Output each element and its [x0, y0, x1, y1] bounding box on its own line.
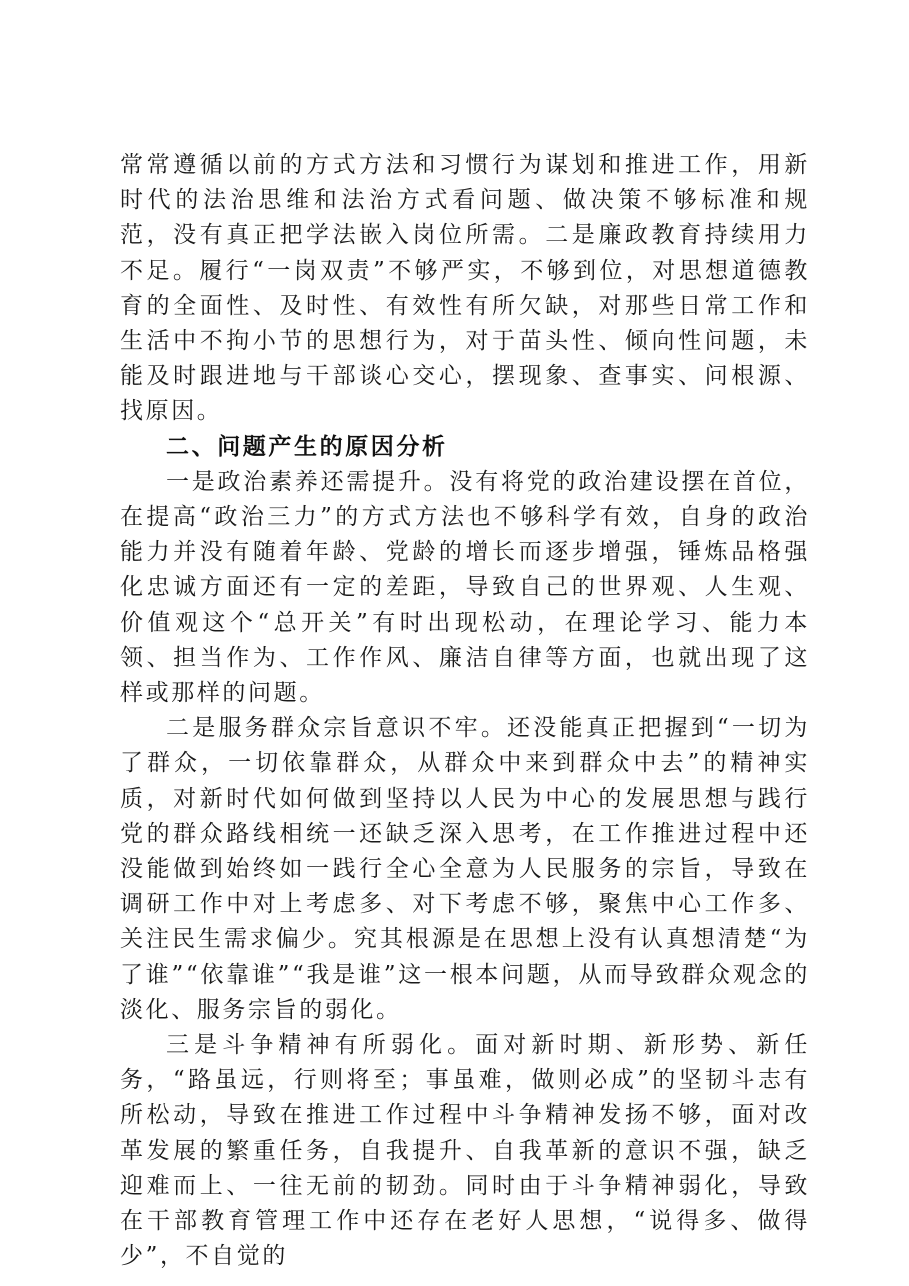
paragraph-political-literacy: 一是政治素养还需提升。没有将党的政治建设摆在首位，在提高“政治三力”的方式方法也不够科学有效，自身的政治能力并没有随着年龄、党龄的增长而逐步增强，锤炼品格强化忠诚方面还有一定的差距，导致自己的世界观、人生观、价值观这个“总开关”有时出现松动，在理论学习、能力本领、担当作为、工作作风、廉洁自律等方面，也就出现了这样或那样的问题。: [120, 468, 810, 707]
paragraph-service-awareness: 二是服务群众宗旨意识不牢。还没能真正把握到“一切为了群众，一切依靠群众，从群众中来到群众中去”的精神实质，对新时代如何做到坚持以人民为中心的发展思想与践行党的群众路线相统一还缺乏深入思考，在工作推进过程中还没能做到始终如一践行全心全意为人民服务的宗旨，导致在调研工作中对上考虑多、对下考虑不够，聚焦中心工作多、关注民生需求偏少。究其根源是在思想上没有认真想清楚“为了谁”“依靠谁”“我是谁”这一根本问题，从而导致群众观念的淡化、服务宗旨的弱化。: [120, 715, 810, 1023]
section-heading: 二、问题产生的原因分析: [166, 433, 448, 460]
document-body: [120, 148, 810, 1275]
paragraph-continuation: 常常遵循以前的方式方法和习惯行为谋划和推进工作，用新时代的法治思维和法治方式看问题、做决策不够标准和规范，没有真正把学法嵌入岗位所需。二是廉政教育持续用力不足。履行“一岗双责”不够严实，不够到位，对思想道德教育的全面性、及时性、有效性有所欠缺，对那些日常工作和生活中不拘小节的思想行为，对于苗头性、倾向性问题，未能及时跟进地与干部谈心交心，摆现象、查事实、问根源、找原因。: [120, 152, 810, 425]
paragraph-struggle-spirit: 三是斗争精神有所弱化。面对新时期、新形势、新任务，“路虽远，行则将至；事虽难，做则必成”的坚韧斗志有所松动，导致在推进工作过程中斗争精神发扬不够，面对改革发展的繁重任务，自我提升、自我革新的意识不强，缺乏迎难而上、一往无前的韧劲。同时由于斗争精神弱化，导致在干部教育管理工作中还存在老好人思想，“说得多、做得少”，不自觉的: [120, 1032, 810, 1270]
